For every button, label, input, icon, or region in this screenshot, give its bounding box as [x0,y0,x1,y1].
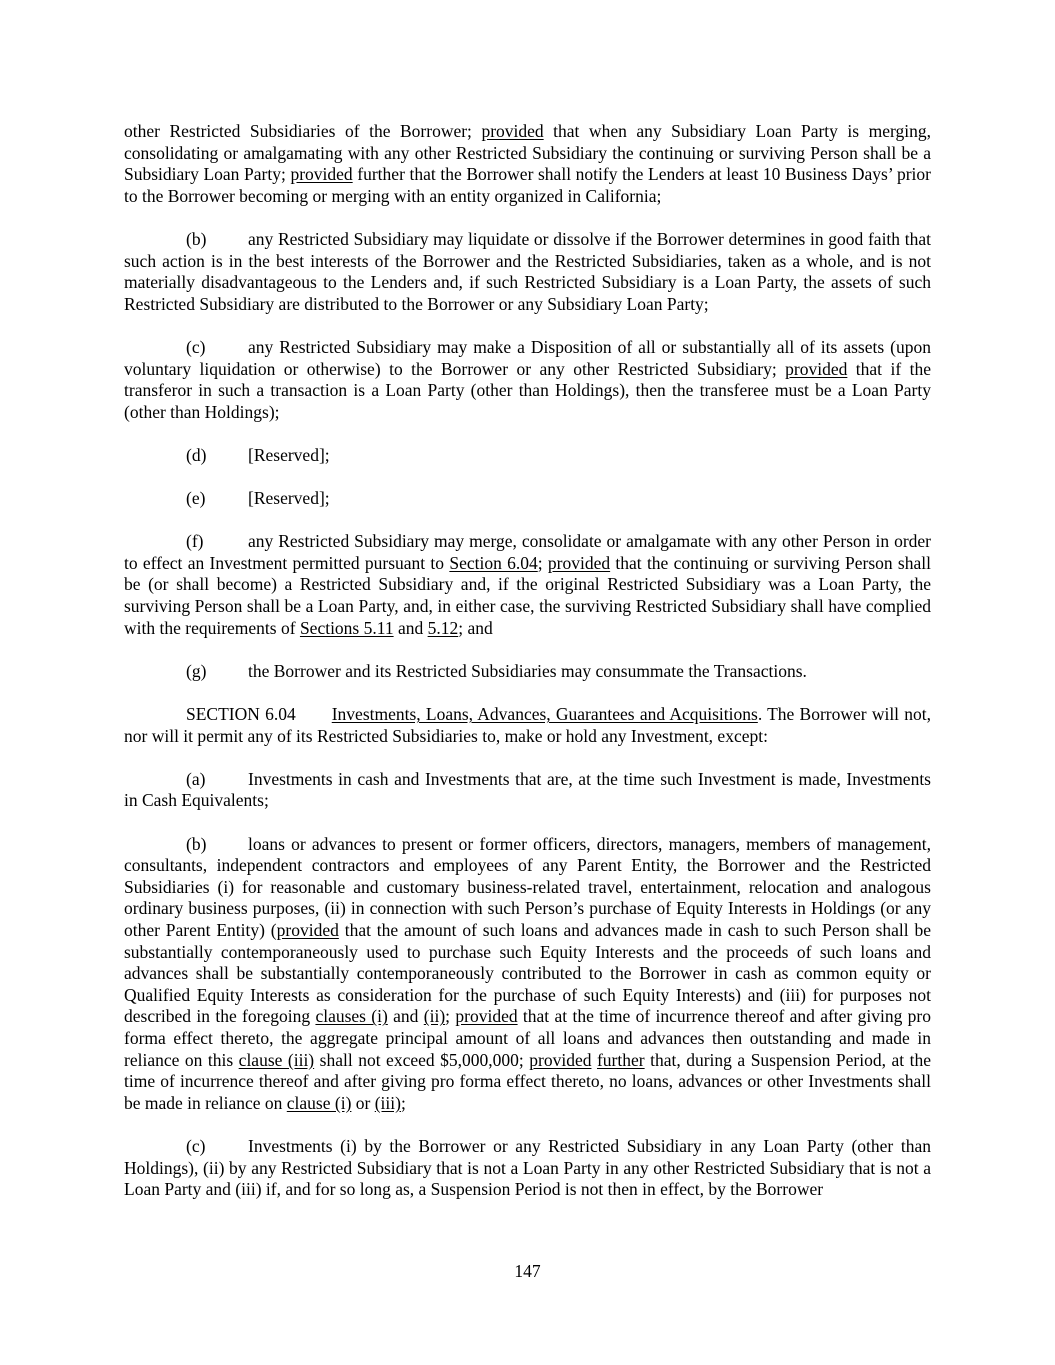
text-run: [Reserved]; [248,444,330,465]
paragraph-clause-g [124,661,931,683]
paragraph-section-6-04 [124,704,931,747]
paragraph-clause-f [124,531,931,639]
document-body [124,121,931,1222]
text-run: . The Borrower will not, nor will it permit any of its Restricted Subsidiaries to, make or hold any Investment, except: [124,704,931,746]
text-run: ; and [458,617,493,638]
underlined-term: clause (iii) [238,1049,315,1070]
text-run: any Restricted Subsidiary may merge, consolidate or amalgamate with any other Person in order to effect an Investment permitted pursuant to [124,531,931,573]
section-number: SECTION 6.04 [186,704,296,725]
clause-label: (d) [186,444,207,465]
text-run: [Reserved]; [248,488,330,509]
paragraph-clause-a-604 [124,769,931,812]
underlined-term: Sections 5.11 [299,617,394,638]
clause-label: (e) [186,488,206,509]
clause-label: (b) [186,833,207,854]
underlined-term: provided [481,121,544,141]
underlined-term: provided [529,1049,592,1070]
text-run: and [387,1006,424,1027]
paragraph-clause-b-first [124,229,931,315]
text-run: ; [537,552,548,573]
underlined-term: 5.12 [427,617,459,638]
text-run: ; [400,1092,406,1113]
clause-label: (c) [186,336,206,357]
text-run: that when any Subsidiary Loan Party is merging, consolidating or amalgamating with any other Restricted Subsidiary the continuing or surviving Person shall be a Subsidiary Loan Party; [124,121,931,185]
underlined-term: Section 6.04 [449,552,538,573]
text-run: the Borrower and its Restricted Subsidiaries may consummate the Transactions. [248,660,807,681]
paragraph-continuation [124,121,931,207]
text-run: other Restricted Subsidiaries of the Borrower; [124,121,482,141]
text-run: loans or advances to present or former officers, directors, managers, members of management, consultants, independent contractors and employees of any Parent Entity, the Borrower and the Restricted Subsidiaries (i) for reasonable and customary business-related travel, entertainment, relocation and analogous ordinary business purposes, (ii) in connection with such Person’s purchase of Equity Interests in Holdings (or any other Parent Entity) ( [124,833,931,940]
paragraph-clause-c-604 [124,1136,931,1201]
clause-label: (a) [186,768,206,789]
paragraph-clause-c-first [124,337,931,423]
text-run: further that the Borrower shall notify the Lenders at least 10 Business Days’ prior to the Borrower becoming or merging with an entity organized in California; [124,164,931,206]
paragraph-clause-b-604 [124,834,931,1115]
underlined-term: (iii) [374,1092,401,1113]
text-run: that if the transferor in such a transaction is a Loan Party (other than Holdings), then the transferee must be a Loan Party (other than Holdings); [124,358,931,422]
text-run: that, during a Suspension Period, at the time of incurrence thereof and after giving pro forma effect thereto, no loans, advances or other Investments shall be made in reliance on [124,1049,932,1113]
text-run: Investments in cash and Investments that are, at the time such Investment is made, Investments in Cash Equivalents; [124,768,931,811]
paragraph-clause-d [124,445,931,467]
underlined-term: provided [276,919,339,940]
text-run: Investments (i) by the Borrower or any Restricted Subsidiary in any Loan Party (other than Holdings), (ii) by any Restricted Subsidiary that is not a Loan Party in any other Restricted Subsidiary that is not a Loan Party and (iii) if, and for so long as, a Suspension Period is not then in effect, by the Borrower [124,1135,931,1200]
clause-label: (g) [186,660,207,681]
paragraph-clause-e [124,488,931,510]
underlined-term: provided [290,164,353,185]
text-run: that the amount of such loans and advances made in cash to such Person shall be substantially contemporaneously used to purchase such Equity Interests and the proceeds of such loans and advances shall be substantially contemporaneously contributed to the Borrower in cash as common equity or Qualified Equity Interests as consideration for the purchase of such Equity Interests) and (iii) for purposes not described in the foregoing [124,919,931,1027]
text-run: any Restricted Subsidiary may make a Disposition of all or substantially all of its assets (upon voluntary liquidation or otherwise) to the Borrower or any other Restricted Subsidiary; [124,336,931,379]
underlined-term: clause (i) [286,1092,352,1113]
text-run: that the continuing or surviving Person shall be (or shall become) a Restricted Subsidiary and, if the original Restricted Subsidiary was a Loan Party, the surviving Person shall be a Loan Party, and, in either case, the surviving Restricted Subsidiary shall have complied with the requirements of [124,552,931,638]
text-run: shall not exceed $5,000,000; [314,1049,530,1070]
section-title: Investments, Loans, Advances, Guarantees and Acquisitions [331,704,758,725]
page-number: 147 [514,1261,541,1281]
underlined-term: further [596,1049,645,1070]
clause-label: (b) [186,228,207,249]
text-run: or [351,1092,375,1113]
underlined-term: clauses (i) [315,1006,388,1027]
underlined-term: provided [455,1006,518,1027]
text-run: ; [445,1006,456,1027]
text-run: that at the time of incurrence thereof and after giving pro forma effect thereto, the aggregate principal amount of all loans and advances then outstanding and made in reliance on this [124,1006,931,1070]
underlined-term: provided [547,552,611,573]
clause-label: (c) [186,1135,206,1156]
section-heading-tab [296,704,332,726]
underlined-term: provided [785,358,848,379]
text-run: and [393,617,428,638]
text-run: any Restricted Subsidiary may liquidate or dissolve if the Borrower determines in good faith that such action is in the best interests of the Borrower and the Restricted Subsidiaries, taken as a whole, and is not materially disadvantageous to the Lenders and, if such Restricted Subsidiary is a Loan Party, the assets of such Restricted Subsidiary are distributed to the Borrower or any Subsidiary Loan Party; [124,228,931,314]
underlined-term: (ii) [423,1006,446,1027]
clause-label: (f) [186,531,204,552]
